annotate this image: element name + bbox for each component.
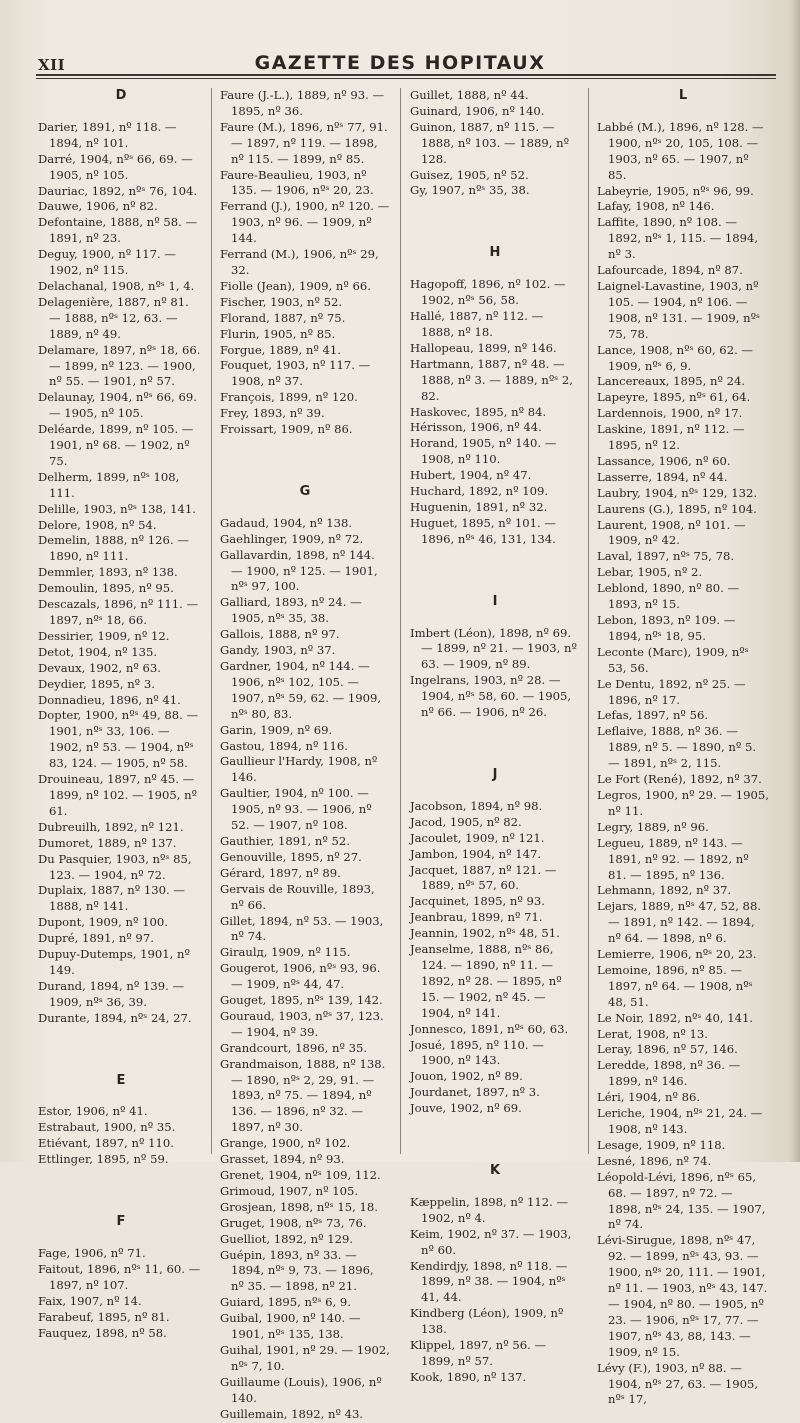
index-entry: Devaux, 1902, nº 63.: [38, 660, 161, 675]
index-entry: Laval, 1897, nºˢ 75, 78.: [597, 549, 735, 564]
index-entry: Jambon, 1904, nº 147.: [410, 846, 542, 861]
index-entry: Lemoine, 1896, nº 85. — 1897, nº 64. — 1908, nºˢ 48, 51.: [597, 962, 753, 1009]
index-entry: Hartmann, 1887, nº 48. — 1888, nº 3. — 1889, nºˢ 2, 82.: [410, 356, 573, 403]
index-entry: Fouquet, 1903, nº 117. — 1908, nº 37.: [220, 358, 371, 389]
index-entry: Hérisson, 1906, nº 44.: [410, 420, 542, 435]
index-entry: Durante, 1894, nºˢ 24, 27.: [38, 1010, 192, 1025]
index-column-1: [38, 88, 204, 1341]
header-rule-thin: [36, 78, 776, 79]
index-entry: Donnadieu, 1896, nº 41.: [38, 692, 181, 707]
index-entry: Leconte (Marc), 1909, nºˢ 53, 56.: [597, 644, 749, 675]
index-entry: Lancereaux, 1895, nº 24.: [597, 374, 746, 389]
index-entry: Imbert (Léon), 1898, nº 69. — 1899, nº 21. — 1903, nº 63. — 1909, nº 89.: [410, 625, 577, 672]
index-column-2: [220, 88, 390, 1423]
index-entry: Gervais de Rouville, 1893, nº 66.: [220, 881, 375, 912]
index-entry: Leflaive, 1888, nº 36. — 1889, nº 5. — 1890, nº 5. — 1891, nºˢ 2, 115.: [597, 724, 757, 771]
index-entry: Faitout, 1896, nºˢ 11, 60. — 1897, nº 107.: [38, 1261, 201, 1292]
index-entry: Gérard, 1897, nº 89.: [220, 865, 341, 880]
index-entry: Kæppelin, 1898, nº 112. — 1902, nº 4.: [410, 1194, 569, 1225]
index-entry: Guisez, 1905, nº 52.: [410, 167, 529, 182]
index-entry: Flurin, 1905, nº 85.: [220, 326, 336, 341]
index-entry: Laignel-Lavastine, 1903, nº 105. — 1904, nº 106. — 1908, nº 131. — 1909, nºˢ 75, 78.: [597, 278, 760, 341]
index-entry: Fauquez, 1898, nº 58.: [38, 1325, 167, 1340]
section-letter: I: [492, 593, 498, 609]
index-entry: Gaultier, 1904, nº 100. — 1905, nº 93. — 1906, nº 52. — 1907, nº 108.: [220, 786, 372, 833]
page-header: [0, 40, 800, 74]
index-entry: Gallois, 1888, nº 97.: [220, 627, 340, 642]
index-entry: Dupuy-Dutemps, 1901, nº 149.: [38, 947, 190, 977]
index-entry: Kook, 1890, nº 137.: [410, 1369, 526, 1384]
index-entry: Jouon, 1902, nº 89.: [410, 1069, 523, 1084]
index-entry: Léopold-Lévi, 1896, nºˢ 65, 68. — 1897, nº 72. — 1898, nºˢ 24, 135. — 1907, nº 74.: [597, 1169, 766, 1232]
index-entry: Haskovec, 1895, nº 84.: [410, 404, 547, 419]
index-entry: Hallé, 1887, nº 112. — 1888, nº 18.: [410, 309, 544, 339]
index-entry: Lafourcade, 1894, nº 87.: [597, 263, 743, 278]
index-entry: Guinard, 1906, nº 140.: [410, 103, 545, 118]
index-entry: Delaunay, 1904, nºˢ 66, 69. — 1905, nº 105.: [38, 390, 197, 421]
index-entry: Lance, 1908, nºˢ 60, 62. — 1909, nºˢ 6, 9.: [597, 342, 754, 373]
index-entry: Grenet, 1904, nºˢ 109, 112.: [220, 1168, 381, 1182]
index-entry: Fischer, 1903, nº 52.: [220, 294, 343, 309]
index-entry: Lemierre, 1906, nºˢ 20, 23.: [597, 947, 757, 962]
index-entry: Jouve, 1902, nº 69.: [410, 1101, 522, 1116]
running-title: GAZETTE DES HOPITAUX: [254, 52, 546, 74]
index-entry: Ferrand (M.), 1906, nºˢ 29, 32.: [220, 247, 379, 277]
index-entry: Jeannin, 1902, nºˢ 48, 51.: [410, 926, 560, 941]
header-rule-thick: [36, 74, 776, 76]
index-entry: Delachanal, 1908, nºˢ 1, 4.: [38, 278, 195, 293]
index-entry: Gougerot, 1906, nºˢ 93, 96. — 1909, nºˢ 44, 47.: [220, 961, 381, 992]
index-entry: Laurent, 1908, nº 101. — 1909, nº 42.: [597, 517, 746, 548]
index-entry: Genouville, 1895, nº 27.: [220, 849, 362, 864]
index-entry: Leriche, 1904, nºˢ 21, 24. — 1908, nº 143.: [597, 1106, 763, 1136]
index-entry: Delore, 1908, nº 54.: [38, 517, 157, 532]
index-entry: Klippel, 1897, nº 56. — 1899, nº 57.: [410, 1338, 547, 1368]
index-entry: Deydier, 1895, nº 3.: [38, 676, 155, 691]
index-entry: Huchard, 1892, nº 109.: [410, 484, 549, 499]
index-entry: Gouraud, 1903, nºˢ 37, 123. — 1904, nº 39.: [220, 1008, 384, 1039]
index-entry: Estrabaut, 1900, nº 35.: [38, 1120, 176, 1135]
index-entry: Guinon, 1887, nº 115. — 1888, nº 103. — 1889, nº 128.: [410, 119, 570, 166]
index-entry: Farabeuf, 1895, nº 81.: [38, 1309, 170, 1324]
index-entry: Legry, 1889, nº 96.: [597, 819, 709, 834]
index-entry: Guibal, 1900, nº 140. — 1901, nºˢ 135, 138.: [220, 1311, 361, 1342]
index-entry: Lévy (F.), 1903, nº 88. — 1904, nºˢ 27, 63. — 1905, nºˢ 17,: [597, 1360, 759, 1407]
index-entry: Duplaix, 1887, nº 130. — 1888, nº 141.: [38, 883, 185, 914]
index-entry: Lerat, 1908, nº 13.: [597, 1026, 708, 1041]
index-entry: Demoulin, 1895, nº 95.: [38, 581, 174, 596]
index-entry: Laskine, 1891, nº 112. — 1895, nº 12.: [597, 422, 745, 453]
index-entry: Fage, 1906, nº 71.: [38, 1246, 146, 1260]
index-entry: Gillet, 1894, nº 53. — 1903, nº 74.: [220, 913, 384, 944]
index-entry: Lehmann, 1892, nº 37.: [597, 883, 732, 898]
index-entry: Lesage, 1909, nº 118.: [597, 1137, 726, 1152]
index-entry: Lapeyre, 1895, nºˢ 61, 64.: [597, 390, 751, 405]
section-letter: G: [299, 483, 311, 499]
index-entry: Gy, 1907, nºˢ 35, 38.: [410, 183, 530, 198]
index-entry: Descazals, 1896, nº 111. — 1897, nºˢ 18, 66.: [38, 597, 199, 627]
index-entry: Jacoulet, 1909, nº 121.: [410, 830, 545, 845]
index-entry: Guillaume (Louis), 1906, nº 140.: [220, 1374, 382, 1405]
index-entry: Kindberg (Léon), 1909, nº 138.: [410, 1306, 564, 1337]
index-entry: Delherm, 1899, nºˢ 108, 111.: [38, 469, 180, 500]
index-entry: Defontaine, 1888, nº 58. — 1891, nº 23.: [38, 215, 198, 246]
index-entry: Jeanbrau, 1899, nº 71.: [410, 910, 543, 925]
index-entry: Delamare, 1897, nºˢ 18, 66. — 1899, nº 123. — 1900, nº 55. — 1901, nº 57.: [38, 342, 201, 389]
index-entry: Gouget, 1895, nºˢ 139, 142.: [220, 993, 383, 1008]
index-entry: Lejars, 1889, nºˢ 47, 52, 88. — 1891, nº 142. — 1894, nº 64. — 1898, nº 6.: [597, 899, 761, 946]
index-entry: François, 1899, nº 120.: [220, 390, 358, 405]
index-entry: Gaehlinger, 1909, nº 72.: [220, 531, 364, 546]
index-entry: Dubreuilh, 1892, nº 121.: [38, 819, 184, 834]
index-entry: Du Pasquier, 1903, nºˢ 85, 123. — 1904, nº 72.: [38, 851, 192, 882]
index-entry: Lafay, 1908, nº 146.: [597, 199, 715, 214]
index-entry: Laurens (G.), 1895, nº 104.: [597, 501, 757, 516]
index-entry: Lebon, 1893, nº 109. — 1894, nºˢ 18, 95.: [597, 613, 736, 643]
page-edge: [790, 0, 800, 1162]
index-entry: Lévi-Sirugue, 1898, nºˢ 47, 92. — 1899, nºˢ 43, 93. — 1900, nºˢ 20, 111. — 1901, nº 11. — 1903, nºˢ 43, 147. — 1904, nº 80. — 1905, nº 23. — 1906, nºˢ 17, 77. — 1907, nºˢ 43, 88, 143. — 1909, nº 15.: [597, 1233, 768, 1359]
index-entry: Legros, 1900, nº 29. — 1905, nº 11.: [597, 787, 769, 818]
section-letter: F: [116, 1214, 126, 1230]
index-entry: Kendirdjy, 1898, nº 118. — 1899, nº 38. — 1904, nºˢ 41, 44.: [410, 1258, 568, 1305]
index-entry: Leray, 1896, nº 57, 146.: [597, 1042, 738, 1057]
index-entry: Demmler, 1893, nº 138.: [38, 565, 178, 580]
index-entry: Josué, 1895, nº 110. — 1900, nº 143.: [410, 1037, 544, 1068]
index-entry: Lefas, 1897, nº 56.: [597, 708, 709, 723]
index-entry: Guelliot, 1892, nº 129.: [220, 1231, 354, 1246]
index-entry: Jacobson, 1894, nº 98.: [410, 798, 543, 813]
index-entry: Forgue, 1889, nº 41.: [220, 342, 341, 357]
index-entry: Laubry, 1904, nºˢ 129, 132.: [597, 485, 758, 500]
index-entry: Grange, 1900, nº 102.: [220, 1136, 351, 1151]
index-entry: Jacod, 1905, nº 82.: [410, 814, 522, 829]
index-entry: Demelin, 1888, nº 126. — 1890, nº 111.: [38, 533, 189, 564]
index-entry: Dauwe, 1906, nº 82.: [38, 199, 158, 214]
index-entry: Guépin, 1893, nº 33. — 1894, nºˢ 9, 73. — 1896, nº 35. — 1898, nº 21.: [220, 1247, 374, 1294]
index-entry: Faure (J.-L.), 1889, nº 93. — 1895, nº 36.: [220, 88, 385, 118]
index-entry: Dumoret, 1889, nº 137.: [38, 835, 177, 850]
index-entry: Léri, 1904, nº 86.: [597, 1090, 701, 1105]
index-entry: Grandmaison, 1888, nº 138. — 1890, nºˢ 2, 29, 91. — 1893, nº 75. — 1894, nº 136. — 1896, nº 32. — 1897, nº 30.: [220, 1056, 386, 1135]
index-entry: Labeyrie, 1905, nºˢ 96, 99.: [597, 183, 754, 198]
index-entry: Hubert, 1904, nº 47.: [410, 468, 532, 483]
index-entry: Le Noir, 1892, nºˢ 40, 141.: [597, 1010, 754, 1025]
index-entry: Durand, 1894, nº 139. — 1909, nºˢ 36, 39.: [38, 978, 185, 1009]
index-entry: Gastou, 1894, nº 116.: [220, 738, 348, 753]
index-entry: Keim, 1902, nº 37. — 1903, nº 60.: [410, 1226, 572, 1257]
index-entry: Etiévant, 1897, nº 110.: [38, 1136, 174, 1151]
index-entry: Legueu, 1889, nº 143. — 1891, nº 92. — 1892, nº 81. — 1895, nº 136.: [597, 835, 749, 882]
section-letter: H: [489, 245, 501, 261]
index-entry: Huguet, 1895, nº 101. — 1896, nºˢ 46, 131, 134.: [410, 515, 556, 546]
index-entry: Darré, 1904, nºˢ 66, 69. — 1905, nº 105.: [38, 151, 193, 182]
index-entry: Guihal, 1901, nº 29. — 1902, nºˢ 7, 10.: [220, 1342, 390, 1373]
index-entry: Horand, 1905, nº 140. — 1908, nº 110.: [410, 436, 557, 467]
index-entry: Jonnesco, 1891, nºˢ 60, 63.: [410, 1021, 569, 1036]
column-divider: [211, 88, 212, 1154]
index-entry: Gauthier, 1891, nº 52.: [220, 833, 350, 848]
index-entry: Gadaud, 1904, nº 138.: [220, 515, 353, 530]
section-letter: K: [489, 1163, 501, 1179]
index-entry: Ettlinger, 1895, nº 59.: [38, 1152, 169, 1167]
index-entry: Jourdanet, 1897, nº 3.: [410, 1085, 540, 1100]
index-entry: Guillet, 1888, nº 44.: [410, 88, 529, 102]
index-entry: Deguy, 1900, nº 117. — 1902, nº 115.: [38, 247, 176, 278]
section-letter: J: [492, 767, 498, 782]
index-column-3: [410, 88, 580, 1386]
index-entry: Lesné, 1896, nº 74.: [597, 1153, 712, 1168]
section-letter: E: [116, 1072, 126, 1088]
index-entry: Grosjean, 1898, nºˢ 15, 18.: [220, 1199, 378, 1214]
index-entry: Gardner, 1904, nº 144. — 1906, nºˢ 102, 105. — 1907, nºˢ 59, 62. — 1909, nºˢ 80, 83.: [220, 659, 382, 721]
index-entry: Estor, 1906, nº 41.: [38, 1104, 148, 1119]
index-entry: Galliard, 1893, nº 24. — 1905, nºˢ 35, 38.: [220, 595, 362, 626]
index-entry: Drouineau, 1897, nº 45. — 1899, nº 102. — 1905, nº 61.: [38, 772, 198, 818]
index-entry: Gaullieur l'Hardy, 1908, nº 146.: [220, 754, 378, 785]
index-entry: Leblond, 1890, nº 80. — 1893, nº 15.: [597, 581, 740, 612]
index-entry: Lardennois, 1900, nº 17.: [597, 406, 743, 421]
index-entry: Dessirier, 1909, nº 12.: [38, 628, 170, 643]
index-entry: Giraulд, 1909, nº 115.: [220, 945, 351, 960]
index-entry: Grandcourt, 1896, nº 35.: [220, 1040, 368, 1055]
index-entry: Garin, 1909, nº 69.: [220, 722, 333, 737]
index-entry: Froissart, 1909, nº 86.: [220, 422, 353, 437]
index-entry: Hallopeau, 1899, nº 146.: [410, 340, 557, 355]
section-letter: L: [678, 88, 688, 103]
column-divider: [400, 88, 401, 1154]
index-entry: Ingelrans, 1903, nº 28. — 1904, nºˢ 58, 60. — 1905, nº 66. — 1906, nº 26.: [410, 673, 572, 720]
index-entry: Grasset, 1894, nº 93.: [220, 1152, 345, 1167]
page-number: XII: [38, 56, 66, 74]
index-entry: Detot, 1904, nº 135.: [38, 644, 158, 659]
column-divider: [588, 88, 589, 1154]
index-entry: Guiard, 1895, nºˢ 6, 9.: [220, 1295, 351, 1310]
section-letter: D: [115, 88, 127, 103]
index-entry: Delille, 1903, nºˢ 138, 141.: [38, 501, 196, 516]
index-entry: Gandy, 1903, nº 37.: [220, 643, 336, 658]
index-entry: Frey, 1893, nº 39.: [220, 406, 325, 421]
index-entry: Darier, 1891, nº 118. — 1894, nº 101.: [38, 119, 177, 150]
index-entry: Dauriac, 1892, nºˢ 76, 104.: [38, 183, 198, 198]
index-entry: Huguenin, 1891, nº 32.: [410, 499, 548, 514]
index-entry: Lebar, 1905, nº 2.: [597, 565, 703, 580]
index-entry: Grimoud, 1907, nº 105.: [220, 1183, 359, 1198]
index-entry: Faix, 1907, nº 14.: [38, 1293, 142, 1308]
index-entry: Dupré, 1891, nº 97.: [38, 931, 154, 946]
index-entry: Hagopoff, 1896, nº 102. — 1902, nºˢ 56, 58.: [410, 277, 566, 308]
index-entry: Lassance, 1906, nº 60.: [597, 453, 731, 468]
index-entry: Florand, 1887, nº 75.: [220, 310, 346, 325]
index-column-4: [597, 88, 769, 1408]
index-entry: Ferrand (J.), 1900, nº 120. — 1903, nº 96. — 1909, nº 144.: [220, 199, 390, 246]
index-entry: Deléarde, 1899, nº 105. — 1901, nº 68. — 1902, nº 75.: [38, 422, 194, 468]
index-entry: Faure (M.), 1896, nºˢ 77, 91. — 1897, nº 119. — 1898, nº 115. — 1899, nº 85.: [220, 119, 388, 166]
index-entry: Fiolle (Jean), 1909, nº 66.: [220, 278, 371, 293]
index-entry: Gallavardin, 1898, nº 144. — 1900, nº 125. — 1901, nºˢ 97, 100.: [220, 547, 378, 594]
index-entry: Jacquet, 1887, nº 121. — 1889, nºˢ 57, 60.: [410, 862, 557, 893]
index-entry: Gruget, 1908, nºˢ 73, 76.: [220, 1215, 367, 1230]
index-entry: Laffite, 1890, nº 108. — 1892, nºˢ 1, 115. — 1894, nº 3.: [597, 215, 759, 262]
index-entry: Le Fort (René), 1892, nº 37.: [597, 772, 762, 787]
index-entry: Jeanselme, 1888, nºˢ 86, 124. — 1890, nº 11. — 1892, nº 28. — 1895, nº 15. — 1902, nº 45. — 1904, nº 141.: [410, 942, 562, 1020]
index-entry: Guillemain, 1892, nº 43.: [220, 1406, 364, 1421]
index-entry: Jacquinet, 1895, nº 93.: [410, 894, 545, 909]
index-entry: Le Dentu, 1892, nº 25. — 1896, nº 17.: [597, 676, 746, 707]
index-entry: Dopter, 1900, nºˢ 49, 88. — 1901, nºˢ 33, 106. — 1902, nº 53. — 1904, nºˢ 83, 124. — 1905, nº 58.: [38, 708, 199, 771]
index-entry: Delagenière, 1887, nº 81. — 1888, nºˢ 12, 63. — 1889, nº 49.: [38, 294, 189, 341]
index-entry: Dupont, 1909, nº 100.: [38, 915, 168, 930]
index-entry: Faure-Beaulieu, 1903, nº 135. — 1906, nºˢ 20, 23.: [220, 167, 374, 198]
index-entry: Labbé (M.), 1896, nº 128. — 1900, nºˢ 20, 105, 108. — 1903, nº 65. — 1907, nº 85.: [597, 119, 764, 182]
index-entry: Leredde, 1898, nº 36. — 1899, nº 146.: [597, 1058, 741, 1089]
index-entry: Lasserre, 1894, nº 44.: [597, 469, 728, 484]
